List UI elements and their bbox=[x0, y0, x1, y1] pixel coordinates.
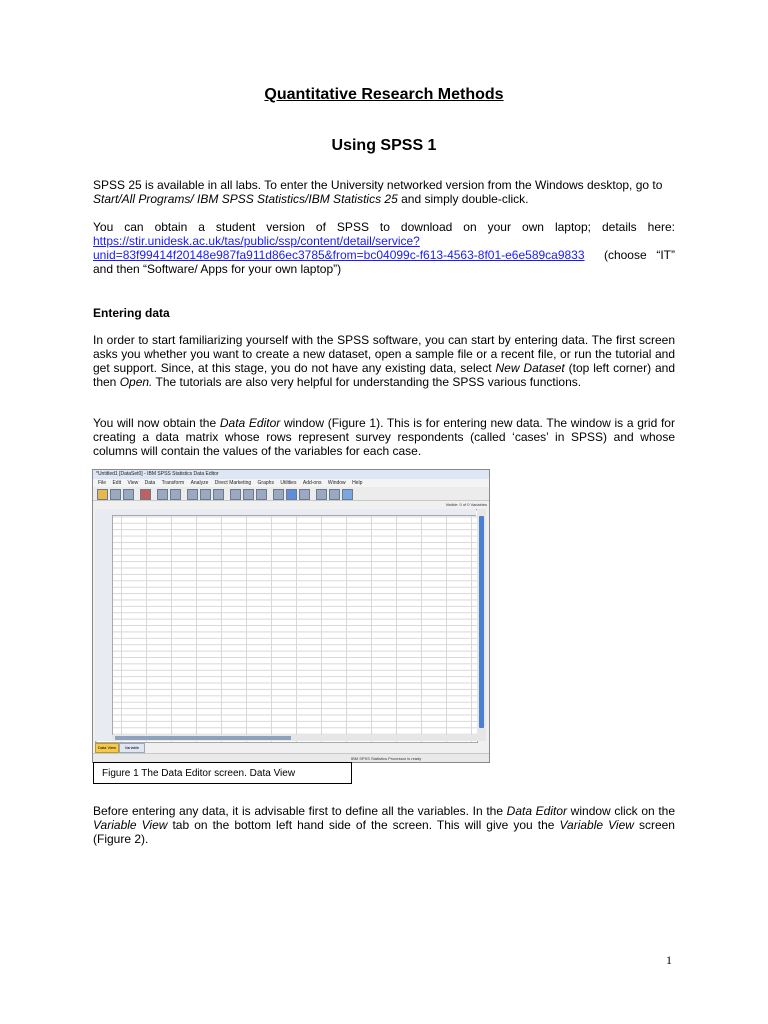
spelling-icon bbox=[342, 489, 353, 500]
paragraph-italic: New Dataset bbox=[495, 361, 565, 375]
screenshot-menu-item: Direct Marketing bbox=[214, 480, 252, 486]
goto-variable-icon bbox=[200, 489, 211, 500]
screenshot-menu-item: Help bbox=[352, 480, 363, 486]
screenshot-status-text: IBM SPSS Statistics Processor is ready bbox=[351, 756, 422, 761]
redo-icon bbox=[170, 489, 181, 500]
paragraph-availability bbox=[93, 178, 675, 206]
goto-case-icon bbox=[187, 489, 198, 500]
paragraph-text: screen (Figure 2). bbox=[93, 818, 675, 846]
screenshot-menu-item: Add-ons bbox=[302, 480, 322, 486]
screenshot-menu-item: File bbox=[98, 480, 107, 486]
paragraph-italic: Open. bbox=[119, 375, 153, 389]
screenshot-menu-item: Transform bbox=[161, 480, 185, 486]
screenshot-menu-item: Utilities bbox=[280, 480, 297, 486]
paragraph-text: Before entering any data, it is advisable first to define all the variables. In the bbox=[93, 804, 507, 818]
variables-icon bbox=[213, 489, 224, 500]
find-icon bbox=[230, 489, 241, 500]
screenshot-column-header bbox=[95, 509, 476, 516]
screenshot-toolbar bbox=[93, 487, 489, 501]
screenshot-menu-item: Graphs bbox=[257, 480, 274, 486]
screenshot-menubar bbox=[93, 479, 489, 487]
paragraph-text: window (Figure 1). This is for entering new data. The window is a grid for creating a data matrix whose rows represent survey respondents (called ‘cases’ in SPSS) and whose columns will contain the values of the variables for each case. bbox=[93, 416, 675, 458]
paragraph-italic-path: Start/All Programs/ IBM SPSS Statistics/IBM Statistics 25 bbox=[93, 192, 398, 206]
paragraph-text: SPSS 25 is available in all labs. To enter the University networked version from the Windows desktop, go to bbox=[93, 178, 663, 192]
screenshot-tab-data-view: Data View bbox=[95, 743, 119, 753]
paragraph-data-editor bbox=[93, 416, 675, 458]
paragraph-text: (choose “IT” and then “Software/ Apps for your own laptop”) bbox=[93, 248, 676, 276]
paragraph-italic: Data Editor bbox=[219, 416, 281, 430]
screenshot-menu-item: Window bbox=[327, 480, 346, 486]
split-file-icon bbox=[273, 489, 284, 500]
paragraph-entering-data bbox=[93, 333, 675, 389]
paragraph-text: In order to start familiarizing yourself with the SPSS software, you can start by entering data. The first screen asks you whether you want to create a new dataset, open a sample file or a recent file, or run the tutorial and get support. Since, at this stage, you do not have any existing data, select bbox=[93, 333, 675, 375]
screenshot-horizontal-scroll-thumb bbox=[115, 736, 291, 740]
insert-cases-icon bbox=[243, 489, 254, 500]
paragraph-italic: Variable View bbox=[559, 818, 634, 832]
paragraph-text: You will now obtain the bbox=[93, 416, 220, 430]
screenshot-data-grid bbox=[95, 509, 478, 743]
screenshot-menu-item: Analyze bbox=[190, 480, 209, 486]
screenshot-tab-variable-view: Variable bbox=[119, 743, 145, 753]
value-labels-icon bbox=[316, 489, 327, 500]
document-title: Quantitative Research Methods bbox=[264, 86, 504, 103]
screenshot-row-header bbox=[95, 515, 113, 741]
paragraph-text: tab on the bottom left hand side of the screen. This will give you the bbox=[167, 818, 560, 832]
download-link-line2[interactable]: unid=83f99414f20148e987fa911d86ec3785&from=bc04099c-f613-4563-8f01-e6e589ca9833 bbox=[93, 248, 585, 262]
paragraph-text: and simply double-click. bbox=[397, 192, 529, 206]
insert-variable-icon bbox=[256, 489, 267, 500]
weight-cases-icon bbox=[286, 489, 297, 500]
section-heading-entering-data: Entering data bbox=[93, 306, 170, 320]
paragraph-define-variables bbox=[93, 804, 675, 846]
paragraph-text: window click on the bbox=[567, 804, 676, 818]
screenshot-visible-count: Visible: 0 of 0 Variables bbox=[445, 502, 487, 507]
paragraph-student-version bbox=[93, 220, 675, 276]
open-folder-icon bbox=[97, 489, 108, 500]
paragraph-italic: Variable View bbox=[93, 818, 168, 832]
save-icon bbox=[110, 489, 121, 500]
screenshot-menu-item: Edit bbox=[112, 480, 122, 486]
dialog-recall-icon bbox=[140, 489, 151, 500]
paragraph-text: (top left corner) and then bbox=[93, 361, 675, 389]
screenshot-vertical-scroll-thumb bbox=[479, 516, 484, 728]
page-number: 1 bbox=[666, 953, 672, 967]
screenshot-menu-item: Data bbox=[144, 480, 156, 486]
screenshot-menu-item: View bbox=[127, 480, 139, 486]
figure-spss-screenshot bbox=[92, 469, 490, 763]
paragraph-italic: Data Editor bbox=[506, 804, 568, 818]
figure-caption: Figure 1 The Data Editor screen. Data View bbox=[93, 762, 352, 784]
screenshot-window-title: *Untitled1 [DataSet0] - IBM SPSS Statistics Data Editor bbox=[93, 470, 490, 479]
paragraph-text: The tutorials are also very helpful for understanding the SPSS various functions. bbox=[152, 375, 582, 389]
document-subtitle: Using SPSS 1 bbox=[331, 137, 437, 154]
paragraph-text: You can obtain a student version of SPSS to download on your own laptop; details here: bbox=[93, 220, 675, 234]
download-link-line1[interactable]: https://stir.unidesk.ac.uk/tas/public/ssp/content/detail/service? bbox=[93, 234, 420, 248]
print-icon bbox=[123, 489, 134, 500]
undo-icon bbox=[157, 489, 168, 500]
select-cases-icon bbox=[299, 489, 310, 500]
use-sets-icon bbox=[329, 489, 340, 500]
